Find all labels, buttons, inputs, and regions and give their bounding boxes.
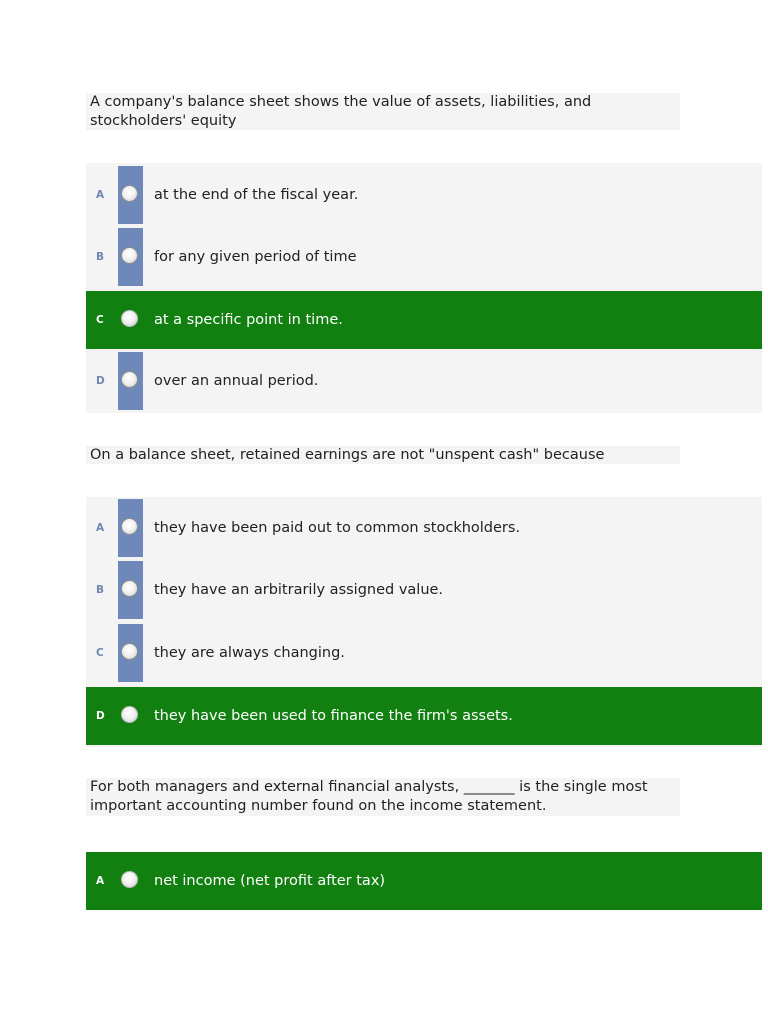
option-q2-c[interactable] (86, 624, 762, 682)
radio-button[interactable] (121, 371, 138, 388)
question-2-options (86, 497, 762, 747)
radio-button[interactable] (121, 310, 138, 327)
option-text: at the end of the fiscal year. (154, 187, 359, 203)
question-1-text: A company's balance sheet shows the value of assets, liabilities, and stockholders' equity (86, 93, 680, 130)
option-letter: B (96, 584, 105, 596)
option-text: they have an arbitrarily assigned value. (154, 582, 444, 598)
option-letter: A (96, 522, 105, 534)
radio-button[interactable] (121, 518, 138, 535)
option-q1-c[interactable] (86, 291, 762, 349)
option-text: they are always changing. (154, 645, 345, 661)
question-2-text: On a balance sheet, retained earnings are not "unspent cash" because (86, 446, 680, 464)
option-text: for any given period of time (154, 249, 357, 265)
option-q3-a[interactable] (86, 852, 762, 910)
option-text: they have been paid out to common stockholders. (154, 520, 521, 536)
radio-button[interactable] (121, 580, 138, 597)
option-q2-d[interactable] (86, 687, 762, 745)
radio-button[interactable] (121, 706, 138, 723)
option-text: over an annual period. (154, 373, 319, 389)
option-letter: B (96, 251, 105, 263)
option-q2-b[interactable] (86, 561, 762, 619)
option-letter: C (96, 647, 104, 659)
radio-button[interactable] (121, 643, 138, 660)
question-3-text: For both managers and external financial analysts, _______ is the single most important accounting number found on the income statement. (86, 778, 680, 816)
option-q1-a[interactable] (86, 166, 762, 224)
option-q1-b[interactable] (86, 228, 762, 286)
option-text: at a specific point in time. (154, 312, 343, 328)
option-letter: D (96, 710, 105, 722)
option-letter: A (96, 875, 105, 887)
option-letter: C (96, 314, 104, 326)
question-3-options (86, 851, 762, 911)
radio-button[interactable] (121, 185, 138, 202)
option-q2-a[interactable] (86, 499, 762, 557)
option-q1-d[interactable] (86, 352, 762, 410)
option-text: net income (net profit after tax) (154, 873, 386, 889)
option-letter: A (96, 189, 105, 201)
option-text: they have been used to finance the firm's assets. (154, 708, 513, 724)
question-1-options (86, 163, 762, 413)
radio-button[interactable] (121, 871, 138, 888)
option-letter: D (96, 375, 105, 387)
radio-button[interactable] (121, 247, 138, 264)
